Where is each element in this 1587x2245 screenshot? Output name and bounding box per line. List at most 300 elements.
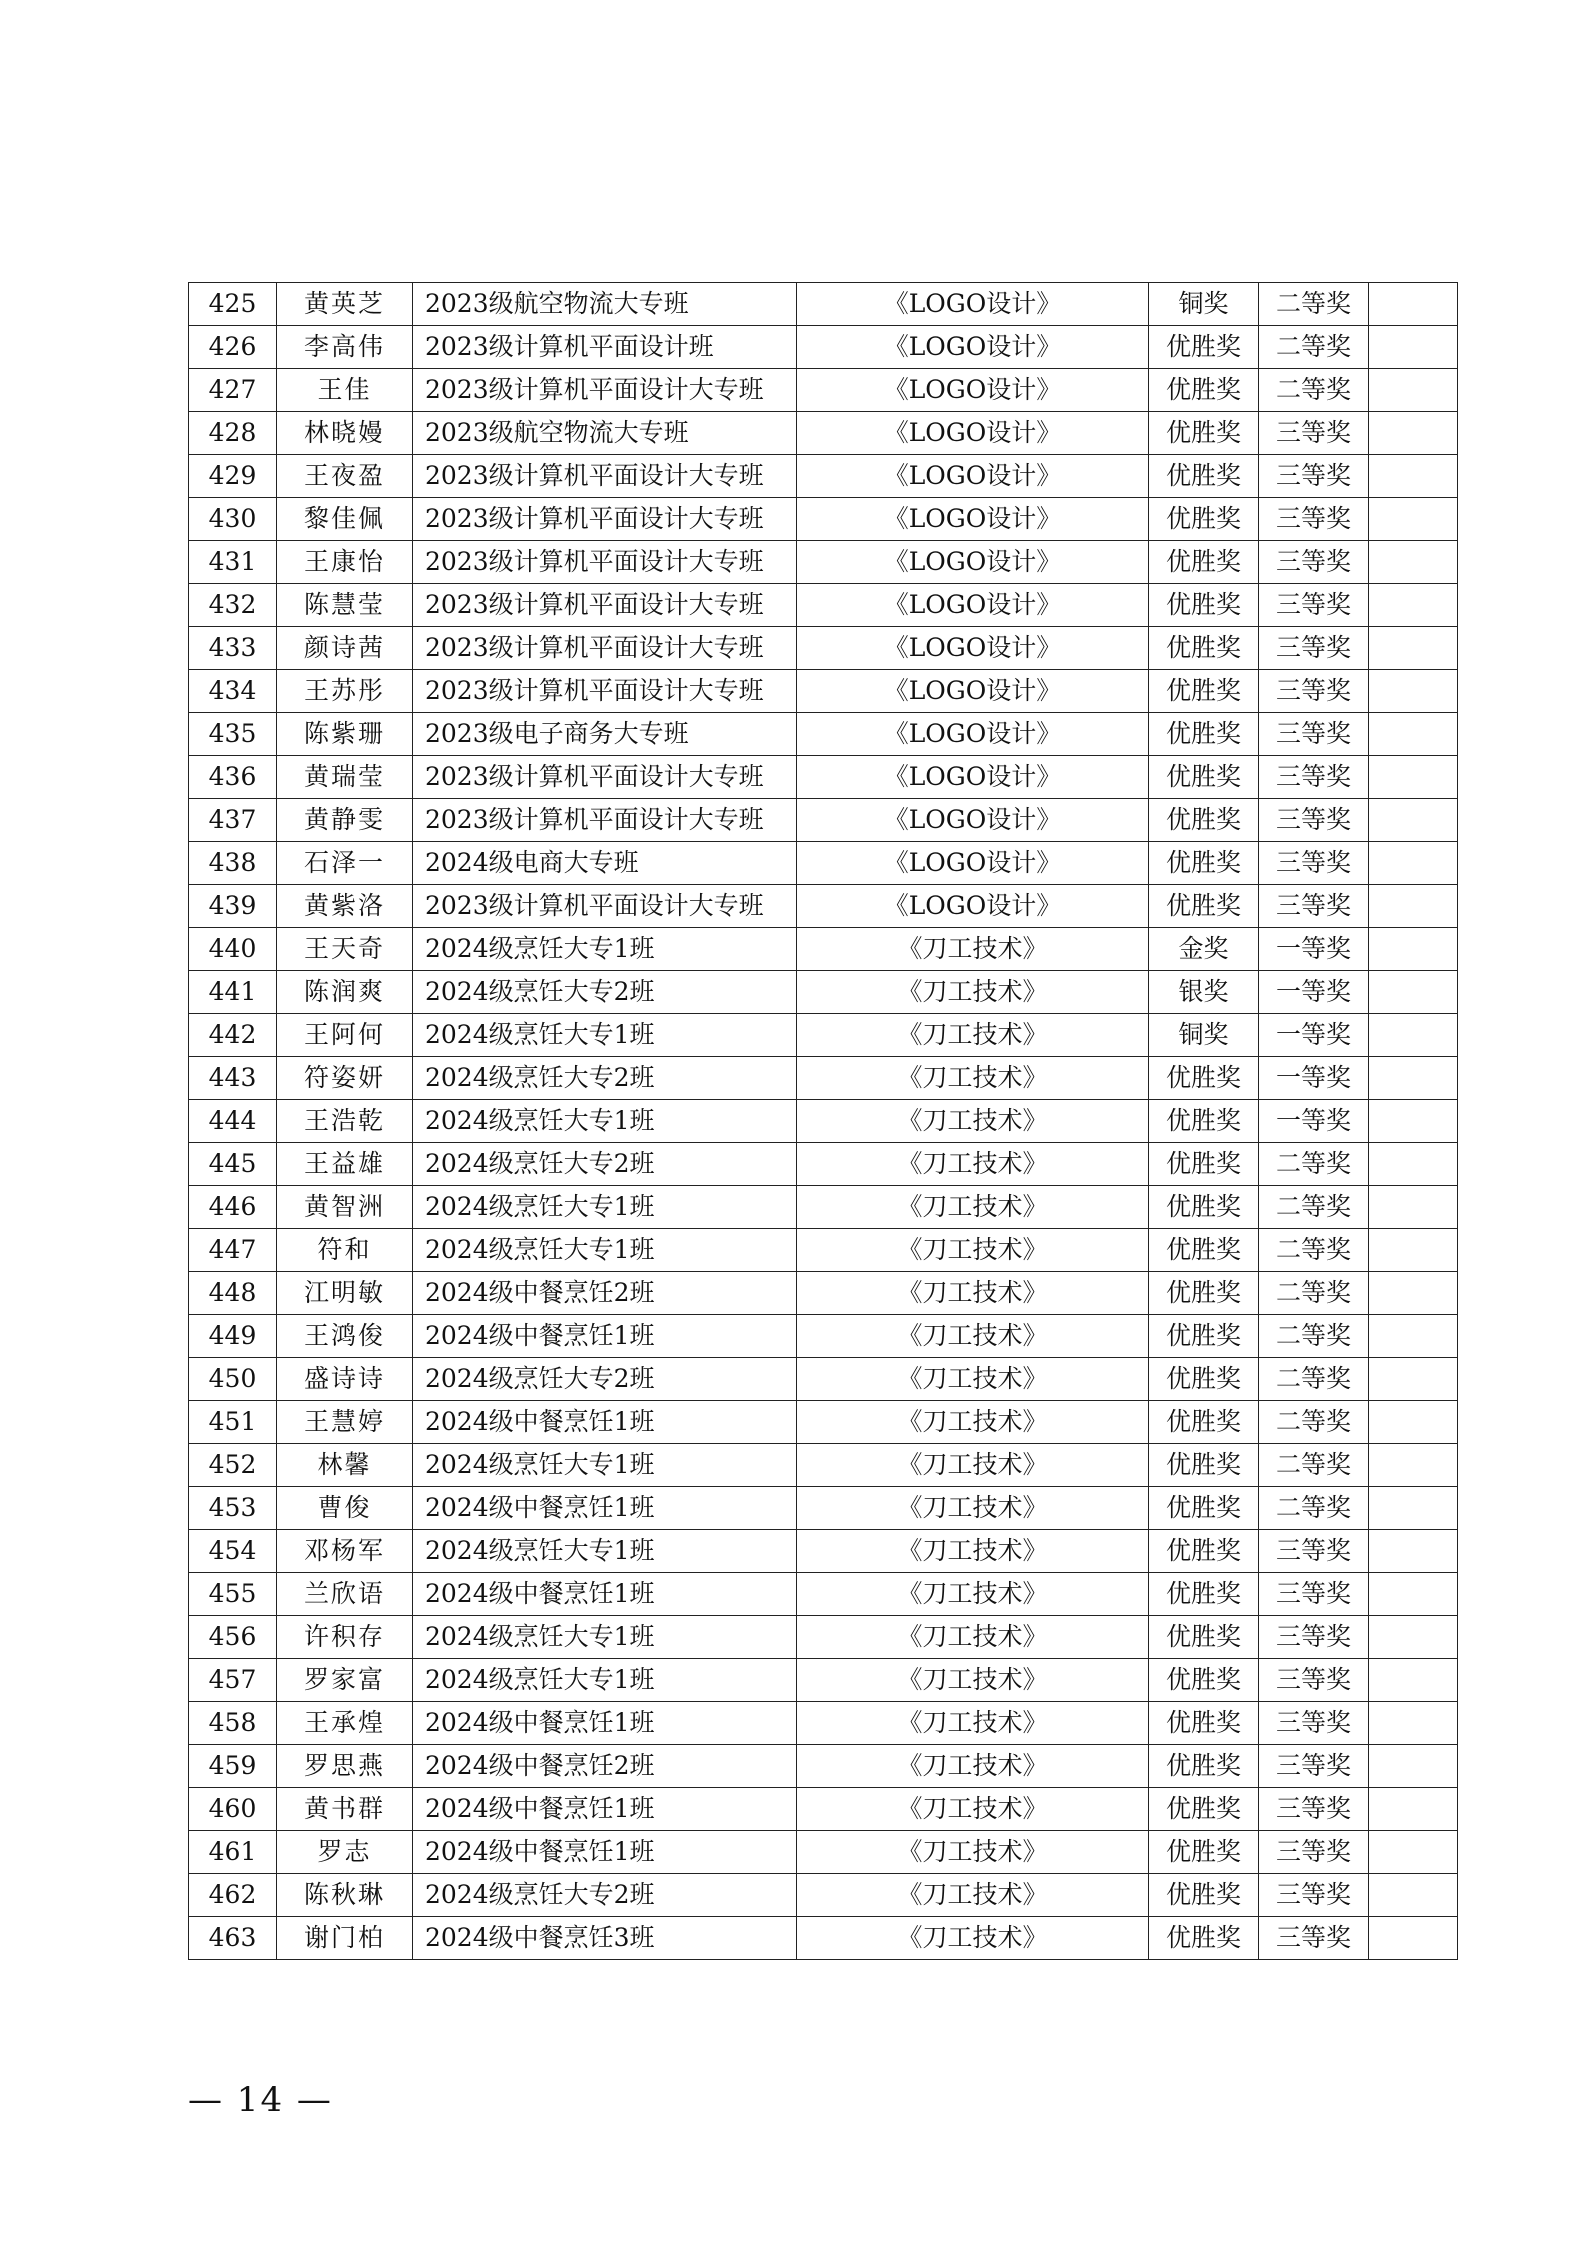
award-level-cell: 三等奖 xyxy=(1259,1831,1369,1874)
table-row xyxy=(189,541,1458,584)
remarks-cell xyxy=(1369,842,1458,885)
table-row xyxy=(189,799,1458,842)
medal-cell: 优胜奖 xyxy=(1149,799,1259,842)
student-name-cell: 罗思燕 xyxy=(277,1745,413,1788)
student-name-cell: 黎佳佩 xyxy=(277,498,413,541)
row-number-cell: 441 xyxy=(189,971,277,1014)
row-number-cell: 456 xyxy=(189,1616,277,1659)
competition-item-cell: 《LOGO设计》 xyxy=(797,455,1149,498)
student-name-cell: 符和 xyxy=(277,1229,413,1272)
competition-item-cell: 《刀工技术》 xyxy=(797,1659,1149,1702)
medal-cell: 优胜奖 xyxy=(1149,1229,1259,1272)
table-row xyxy=(189,1143,1458,1186)
row-number-cell: 431 xyxy=(189,541,277,584)
table-row xyxy=(189,455,1458,498)
student-name-cell: 江明敏 xyxy=(277,1272,413,1315)
award-level-cell: 一等奖 xyxy=(1259,1014,1369,1057)
award-table xyxy=(188,282,1458,1960)
competition-item-cell: 《LOGO设计》 xyxy=(797,498,1149,541)
remarks-cell xyxy=(1369,713,1458,756)
class-name-cell: 2024级中餐烹饪2班 xyxy=(413,1745,797,1788)
class-name-cell: 2024级中餐烹饪1班 xyxy=(413,1487,797,1530)
competition-item-cell: 《LOGO设计》 xyxy=(797,541,1149,584)
medal-cell: 银奖 xyxy=(1149,971,1259,1014)
class-name-cell: 2024级烹饪大专1班 xyxy=(413,1616,797,1659)
medal-cell: 优胜奖 xyxy=(1149,756,1259,799)
student-name-cell: 黄瑞莹 xyxy=(277,756,413,799)
table-row xyxy=(189,1874,1458,1917)
remarks-cell xyxy=(1369,670,1458,713)
table-row xyxy=(189,1401,1458,1444)
award-level-cell: 二等奖 xyxy=(1259,1315,1369,1358)
competition-item-cell: 《刀工技术》 xyxy=(797,1788,1149,1831)
student-name-cell: 王承煌 xyxy=(277,1702,413,1745)
competition-item-cell: 《刀工技术》 xyxy=(797,928,1149,971)
class-name-cell: 2023级计算机平面设计大专班 xyxy=(413,885,797,928)
medal-cell: 优胜奖 xyxy=(1149,670,1259,713)
competition-item-cell: 《LOGO设计》 xyxy=(797,756,1149,799)
row-number-cell: 462 xyxy=(189,1874,277,1917)
student-name-cell: 林馨 xyxy=(277,1444,413,1487)
competition-item-cell: 《LOGO设计》 xyxy=(797,670,1149,713)
remarks-cell xyxy=(1369,1143,1458,1186)
medal-cell: 优胜奖 xyxy=(1149,1917,1259,1960)
class-name-cell: 2024级烹饪大专2班 xyxy=(413,1057,797,1100)
medal-cell: 优胜奖 xyxy=(1149,713,1259,756)
competition-item-cell: 《刀工技术》 xyxy=(797,1573,1149,1616)
class-name-cell: 2023级计算机平面设计大专班 xyxy=(413,369,797,412)
medal-cell: 优胜奖 xyxy=(1149,1745,1259,1788)
medal-cell: 优胜奖 xyxy=(1149,1143,1259,1186)
student-name-cell: 林晓嫚 xyxy=(277,412,413,455)
table-row xyxy=(189,1917,1458,1960)
medal-cell: 优胜奖 xyxy=(1149,1616,1259,1659)
award-table-body xyxy=(189,283,1458,1960)
student-name-cell: 陈慧莹 xyxy=(277,584,413,627)
medal-cell: 优胜奖 xyxy=(1149,1702,1259,1745)
table-row xyxy=(189,971,1458,1014)
competition-item-cell: 《LOGO设计》 xyxy=(797,584,1149,627)
student-name-cell: 颜诗茜 xyxy=(277,627,413,670)
competition-item-cell: 《LOGO设计》 xyxy=(797,412,1149,455)
remarks-cell xyxy=(1369,1272,1458,1315)
class-name-cell: 2024级烹饪大专1班 xyxy=(413,1530,797,1573)
competition-item-cell: 《LOGO设计》 xyxy=(797,326,1149,369)
medal-cell: 优胜奖 xyxy=(1149,1444,1259,1487)
award-level-cell: 一等奖 xyxy=(1259,928,1369,971)
row-number-cell: 436 xyxy=(189,756,277,799)
student-name-cell: 黄智洲 xyxy=(277,1186,413,1229)
medal-cell: 优胜奖 xyxy=(1149,1659,1259,1702)
medal-cell: 优胜奖 xyxy=(1149,541,1259,584)
remarks-cell xyxy=(1369,1831,1458,1874)
remarks-cell xyxy=(1369,1186,1458,1229)
remarks-cell xyxy=(1369,1702,1458,1745)
class-name-cell: 2023级计算机平面设计大专班 xyxy=(413,799,797,842)
remarks-cell xyxy=(1369,971,1458,1014)
award-level-cell: 三等奖 xyxy=(1259,885,1369,928)
row-number-cell: 449 xyxy=(189,1315,277,1358)
award-level-cell: 三等奖 xyxy=(1259,842,1369,885)
award-level-cell: 三等奖 xyxy=(1259,1573,1369,1616)
row-number-cell: 426 xyxy=(189,326,277,369)
student-name-cell: 罗家富 xyxy=(277,1659,413,1702)
row-number-cell: 444 xyxy=(189,1100,277,1143)
medal-cell: 优胜奖 xyxy=(1149,1487,1259,1530)
award-level-cell: 二等奖 xyxy=(1259,1229,1369,1272)
medal-cell: 优胜奖 xyxy=(1149,1573,1259,1616)
medal-cell: 优胜奖 xyxy=(1149,1100,1259,1143)
table-row xyxy=(189,1702,1458,1745)
competition-item-cell: 《刀工技术》 xyxy=(797,1917,1149,1960)
row-number-cell: 460 xyxy=(189,1788,277,1831)
class-name-cell: 2024级烹饪大专1班 xyxy=(413,1100,797,1143)
remarks-cell xyxy=(1369,1315,1458,1358)
class-name-cell: 2024级烹饪大专1班 xyxy=(413,1659,797,1702)
competition-item-cell: 《刀工技术》 xyxy=(797,1358,1149,1401)
table-row xyxy=(189,326,1458,369)
row-number-cell: 440 xyxy=(189,928,277,971)
class-name-cell: 2023级计算机平面设计大专班 xyxy=(413,627,797,670)
competition-item-cell: 《刀工技术》 xyxy=(797,1745,1149,1788)
remarks-cell xyxy=(1369,541,1458,584)
row-number-cell: 457 xyxy=(189,1659,277,1702)
student-name-cell: 许积存 xyxy=(277,1616,413,1659)
remarks-cell xyxy=(1369,928,1458,971)
competition-item-cell: 《LOGO设计》 xyxy=(797,369,1149,412)
remarks-cell xyxy=(1369,1358,1458,1401)
competition-item-cell: 《刀工技术》 xyxy=(797,1530,1149,1573)
class-name-cell: 2023级航空物流大专班 xyxy=(413,412,797,455)
row-number-cell: 446 xyxy=(189,1186,277,1229)
student-name-cell: 陈润爽 xyxy=(277,971,413,1014)
student-name-cell: 陈紫珊 xyxy=(277,713,413,756)
medal-cell: 铜奖 xyxy=(1149,1014,1259,1057)
competition-item-cell: 《LOGO设计》 xyxy=(797,885,1149,928)
award-level-cell: 二等奖 xyxy=(1259,1358,1369,1401)
remarks-cell xyxy=(1369,369,1458,412)
table-row xyxy=(189,1186,1458,1229)
row-number-cell: 461 xyxy=(189,1831,277,1874)
table-row xyxy=(189,1057,1458,1100)
medal-cell: 优胜奖 xyxy=(1149,627,1259,670)
student-name-cell: 邓杨军 xyxy=(277,1530,413,1573)
medal-cell: 优胜奖 xyxy=(1149,1358,1259,1401)
table-row xyxy=(189,1659,1458,1702)
remarks-cell xyxy=(1369,885,1458,928)
remarks-cell xyxy=(1369,498,1458,541)
student-name-cell: 王苏彤 xyxy=(277,670,413,713)
table-row xyxy=(189,369,1458,412)
row-number-cell: 428 xyxy=(189,412,277,455)
remarks-cell xyxy=(1369,1616,1458,1659)
award-level-cell: 三等奖 xyxy=(1259,756,1369,799)
table-row xyxy=(189,1616,1458,1659)
award-level-cell: 三等奖 xyxy=(1259,627,1369,670)
student-name-cell: 王慧婷 xyxy=(277,1401,413,1444)
medal-cell: 优胜奖 xyxy=(1149,885,1259,928)
row-number-cell: 442 xyxy=(189,1014,277,1057)
table-row xyxy=(189,1229,1458,1272)
medal-cell: 优胜奖 xyxy=(1149,1057,1259,1100)
student-name-cell: 罗志 xyxy=(277,1831,413,1874)
table-row xyxy=(189,670,1458,713)
class-name-cell: 2024级电商大专班 xyxy=(413,842,797,885)
award-level-cell: 三等奖 xyxy=(1259,1788,1369,1831)
row-number-cell: 429 xyxy=(189,455,277,498)
class-name-cell: 2024级中餐烹饪1班 xyxy=(413,1315,797,1358)
medal-cell: 铜奖 xyxy=(1149,283,1259,326)
table-row xyxy=(189,283,1458,326)
student-name-cell: 王康怡 xyxy=(277,541,413,584)
award-level-cell: 二等奖 xyxy=(1259,1487,1369,1530)
row-number-cell: 439 xyxy=(189,885,277,928)
student-name-cell: 王天奇 xyxy=(277,928,413,971)
medal-cell: 优胜奖 xyxy=(1149,1530,1259,1573)
student-name-cell: 黄书群 xyxy=(277,1788,413,1831)
remarks-cell xyxy=(1369,1401,1458,1444)
row-number-cell: 425 xyxy=(189,283,277,326)
remarks-cell xyxy=(1369,1100,1458,1143)
table-row xyxy=(189,1100,1458,1143)
medal-cell: 优胜奖 xyxy=(1149,1272,1259,1315)
award-level-cell: 三等奖 xyxy=(1259,1745,1369,1788)
competition-item-cell: 《刀工技术》 xyxy=(797,1831,1149,1874)
competition-item-cell: 《刀工技术》 xyxy=(797,1143,1149,1186)
competition-item-cell: 《LOGO设计》 xyxy=(797,283,1149,326)
competition-item-cell: 《LOGO设计》 xyxy=(797,842,1149,885)
student-name-cell: 王佳 xyxy=(277,369,413,412)
table-row xyxy=(189,1487,1458,1530)
medal-cell: 优胜奖 xyxy=(1149,498,1259,541)
table-row xyxy=(189,412,1458,455)
remarks-cell xyxy=(1369,1874,1458,1917)
competition-item-cell: 《LOGO设计》 xyxy=(797,799,1149,842)
page-number: — 14 — xyxy=(188,2080,333,2120)
row-number-cell: 435 xyxy=(189,713,277,756)
medal-cell: 优胜奖 xyxy=(1149,584,1259,627)
class-name-cell: 2024级中餐烹饪2班 xyxy=(413,1272,797,1315)
remarks-cell xyxy=(1369,1573,1458,1616)
remarks-cell xyxy=(1369,1788,1458,1831)
medal-cell: 优胜奖 xyxy=(1149,1186,1259,1229)
row-number-cell: 432 xyxy=(189,584,277,627)
medal-cell: 优胜奖 xyxy=(1149,1401,1259,1444)
row-number-cell: 448 xyxy=(189,1272,277,1315)
award-level-cell: 三等奖 xyxy=(1259,541,1369,584)
student-name-cell: 李高伟 xyxy=(277,326,413,369)
award-level-cell: 二等奖 xyxy=(1259,326,1369,369)
award-level-cell: 二等奖 xyxy=(1259,1444,1369,1487)
class-name-cell: 2023级计算机平面设计大专班 xyxy=(413,670,797,713)
medal-cell: 优胜奖 xyxy=(1149,1315,1259,1358)
award-level-cell: 三等奖 xyxy=(1259,455,1369,498)
table-row xyxy=(189,1272,1458,1315)
row-number-cell: 458 xyxy=(189,1702,277,1745)
class-name-cell: 2024级烹饪大专2班 xyxy=(413,971,797,1014)
class-name-cell: 2023级计算机平面设计大专班 xyxy=(413,541,797,584)
remarks-cell xyxy=(1369,1014,1458,1057)
student-name-cell: 兰欣语 xyxy=(277,1573,413,1616)
award-level-cell: 三等奖 xyxy=(1259,498,1369,541)
row-number-cell: 437 xyxy=(189,799,277,842)
table-row xyxy=(189,1788,1458,1831)
class-name-cell: 2024级烹饪大专1班 xyxy=(413,1014,797,1057)
award-level-cell: 一等奖 xyxy=(1259,1057,1369,1100)
row-number-cell: 447 xyxy=(189,1229,277,1272)
award-level-cell: 二等奖 xyxy=(1259,1401,1369,1444)
table-row xyxy=(189,584,1458,627)
class-name-cell: 2024级中餐烹饪1班 xyxy=(413,1788,797,1831)
row-number-cell: 450 xyxy=(189,1358,277,1401)
student-name-cell: 符姿妍 xyxy=(277,1057,413,1100)
student-name-cell: 黄英芝 xyxy=(277,283,413,326)
competition-item-cell: 《刀工技术》 xyxy=(797,1315,1149,1358)
table-row xyxy=(189,1831,1458,1874)
class-name-cell: 2024级烹饪大专1班 xyxy=(413,1186,797,1229)
award-level-cell: 二等奖 xyxy=(1259,1272,1369,1315)
table-row xyxy=(189,756,1458,799)
medal-cell: 优胜奖 xyxy=(1149,369,1259,412)
table-row xyxy=(189,713,1458,756)
table-row xyxy=(189,842,1458,885)
medal-cell: 优胜奖 xyxy=(1149,412,1259,455)
award-level-cell: 三等奖 xyxy=(1259,1702,1369,1745)
competition-item-cell: 《刀工技术》 xyxy=(797,1057,1149,1100)
remarks-cell xyxy=(1369,1745,1458,1788)
row-number-cell: 434 xyxy=(189,670,277,713)
remarks-cell xyxy=(1369,1530,1458,1573)
competition-item-cell: 《刀工技术》 xyxy=(797,1616,1149,1659)
student-name-cell: 王浩乾 xyxy=(277,1100,413,1143)
table-row xyxy=(189,1444,1458,1487)
class-name-cell: 2023级电子商务大专班 xyxy=(413,713,797,756)
student-name-cell: 王益雄 xyxy=(277,1143,413,1186)
award-level-cell: 三等奖 xyxy=(1259,1616,1369,1659)
student-name-cell: 黄紫洛 xyxy=(277,885,413,928)
award-level-cell: 二等奖 xyxy=(1259,283,1369,326)
remarks-cell xyxy=(1369,627,1458,670)
competition-item-cell: 《刀工技术》 xyxy=(797,1702,1149,1745)
remarks-cell xyxy=(1369,283,1458,326)
award-level-cell: 三等奖 xyxy=(1259,1659,1369,1702)
remarks-cell xyxy=(1369,1487,1458,1530)
class-name-cell: 2024级中餐烹饪3班 xyxy=(413,1917,797,1960)
row-number-cell: 463 xyxy=(189,1917,277,1960)
award-level-cell: 二等奖 xyxy=(1259,369,1369,412)
award-level-cell: 二等奖 xyxy=(1259,1143,1369,1186)
class-name-cell: 2023级航空物流大专班 xyxy=(413,283,797,326)
student-name-cell: 王阿何 xyxy=(277,1014,413,1057)
medal-cell: 优胜奖 xyxy=(1149,1831,1259,1874)
award-level-cell: 一等奖 xyxy=(1259,1100,1369,1143)
row-number-cell: 452 xyxy=(189,1444,277,1487)
competition-item-cell: 《刀工技术》 xyxy=(797,1100,1149,1143)
row-number-cell: 433 xyxy=(189,627,277,670)
competition-item-cell: 《刀工技术》 xyxy=(797,1186,1149,1229)
competition-item-cell: 《刀工技术》 xyxy=(797,1874,1149,1917)
student-name-cell: 王鸿俊 xyxy=(277,1315,413,1358)
award-level-cell: 二等奖 xyxy=(1259,1186,1369,1229)
award-level-cell: 三等奖 xyxy=(1259,799,1369,842)
class-name-cell: 2024级烹饪大专2班 xyxy=(413,1143,797,1186)
remarks-cell xyxy=(1369,1659,1458,1702)
medal-cell: 优胜奖 xyxy=(1149,1874,1259,1917)
award-level-cell: 三等奖 xyxy=(1259,584,1369,627)
student-name-cell: 谢门柏 xyxy=(277,1917,413,1960)
remarks-cell xyxy=(1369,584,1458,627)
award-level-cell: 三等奖 xyxy=(1259,1530,1369,1573)
table-row xyxy=(189,627,1458,670)
class-name-cell: 2024级烹饪大专2班 xyxy=(413,1874,797,1917)
student-name-cell: 王夜盈 xyxy=(277,455,413,498)
row-number-cell: 459 xyxy=(189,1745,277,1788)
row-number-cell: 443 xyxy=(189,1057,277,1100)
competition-item-cell: 《刀工技术》 xyxy=(797,1444,1149,1487)
award-level-cell: 三等奖 xyxy=(1259,670,1369,713)
medal-cell: 优胜奖 xyxy=(1149,455,1259,498)
award-level-cell: 三等奖 xyxy=(1259,1874,1369,1917)
medal-cell: 金奖 xyxy=(1149,928,1259,971)
table-row xyxy=(189,1315,1458,1358)
competition-item-cell: 《刀工技术》 xyxy=(797,1487,1149,1530)
medal-cell: 优胜奖 xyxy=(1149,326,1259,369)
row-number-cell: 430 xyxy=(189,498,277,541)
table-row xyxy=(189,1745,1458,1788)
row-number-cell: 445 xyxy=(189,1143,277,1186)
row-number-cell: 451 xyxy=(189,1401,277,1444)
competition-item-cell: 《刀工技术》 xyxy=(797,971,1149,1014)
class-name-cell: 2023级计算机平面设计班 xyxy=(413,326,797,369)
competition-item-cell: 《刀工技术》 xyxy=(797,1014,1149,1057)
row-number-cell: 455 xyxy=(189,1573,277,1616)
remarks-cell xyxy=(1369,412,1458,455)
row-number-cell: 438 xyxy=(189,842,277,885)
class-name-cell: 2024级烹饪大专1班 xyxy=(413,1229,797,1272)
award-level-cell: 三等奖 xyxy=(1259,1917,1369,1960)
competition-item-cell: 《刀工技术》 xyxy=(797,1272,1149,1315)
remarks-cell xyxy=(1369,756,1458,799)
student-name-cell: 盛诗诗 xyxy=(277,1358,413,1401)
row-number-cell: 454 xyxy=(189,1530,277,1573)
competition-item-cell: 《刀工技术》 xyxy=(797,1229,1149,1272)
remarks-cell xyxy=(1369,1444,1458,1487)
remarks-cell xyxy=(1369,326,1458,369)
medal-cell: 优胜奖 xyxy=(1149,1788,1259,1831)
row-number-cell: 427 xyxy=(189,369,277,412)
table-row xyxy=(189,928,1458,971)
remarks-cell xyxy=(1369,1229,1458,1272)
class-name-cell: 2023级计算机平面设计大专班 xyxy=(413,455,797,498)
table-row xyxy=(189,1530,1458,1573)
competition-item-cell: 《刀工技术》 xyxy=(797,1401,1149,1444)
award-level-cell: 三等奖 xyxy=(1259,412,1369,455)
medal-cell: 优胜奖 xyxy=(1149,842,1259,885)
student-name-cell: 曹俊 xyxy=(277,1487,413,1530)
remarks-cell xyxy=(1369,1917,1458,1960)
row-number-cell: 453 xyxy=(189,1487,277,1530)
class-name-cell: 2024级烹饪大专2班 xyxy=(413,1358,797,1401)
class-name-cell: 2024级中餐烹饪1班 xyxy=(413,1573,797,1616)
student-name-cell: 陈秋琳 xyxy=(277,1874,413,1917)
award-level-cell: 一等奖 xyxy=(1259,971,1369,1014)
remarks-cell xyxy=(1369,799,1458,842)
class-name-cell: 2023级计算机平面设计大专班 xyxy=(413,498,797,541)
class-name-cell: 2023级计算机平面设计大专班 xyxy=(413,756,797,799)
remarks-cell xyxy=(1369,455,1458,498)
remarks-cell xyxy=(1369,1057,1458,1100)
class-name-cell: 2023级计算机平面设计大专班 xyxy=(413,584,797,627)
